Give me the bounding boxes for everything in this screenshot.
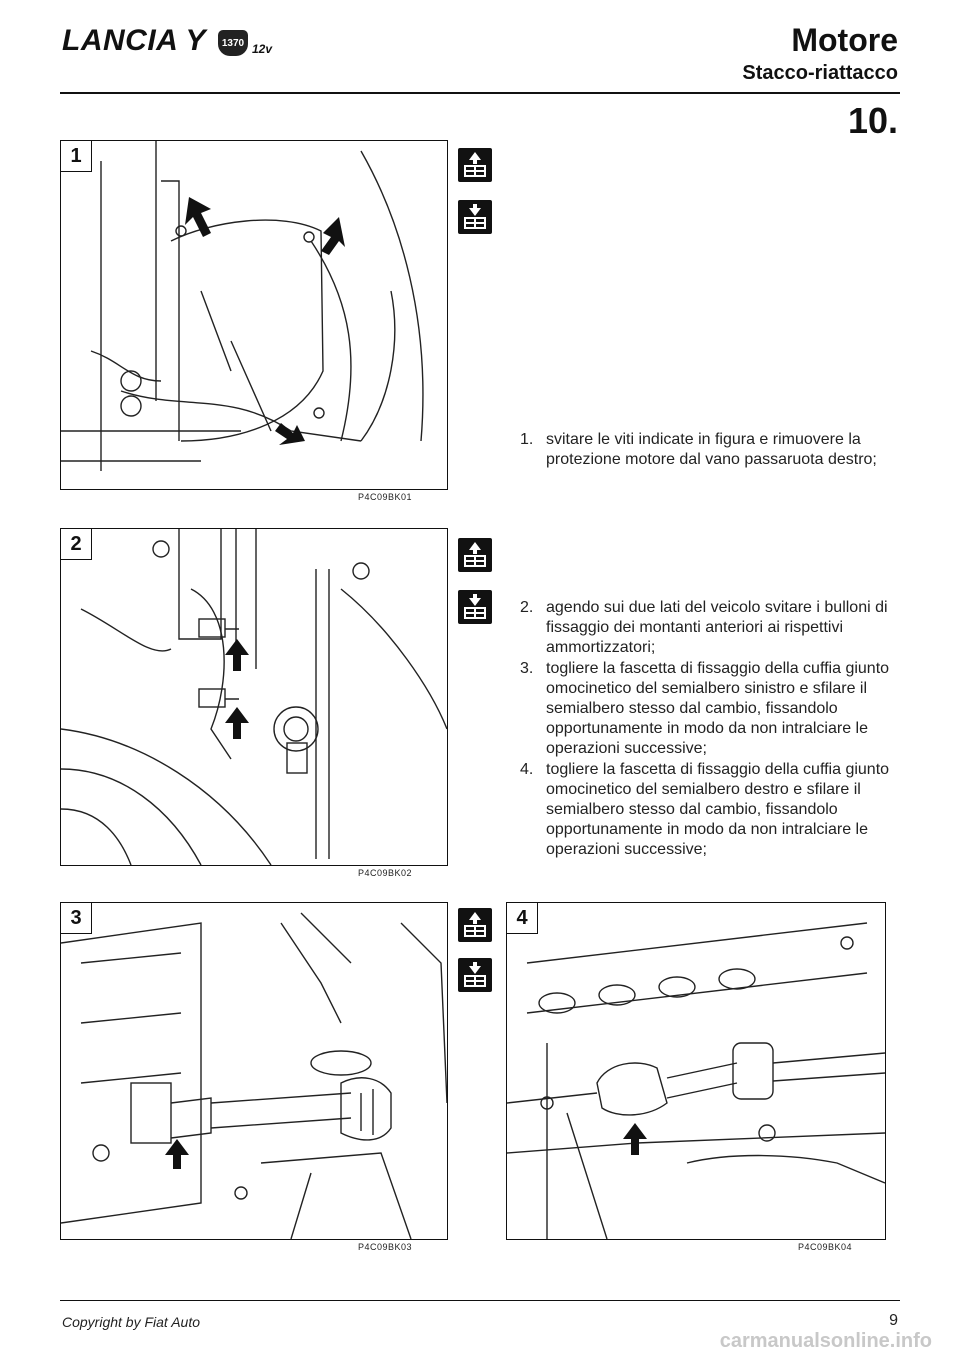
- lift-down-icon: [458, 590, 492, 624]
- right-halfshaft-drawing: [507, 903, 885, 1239]
- step-number: 4.: [520, 761, 534, 778]
- figure-4-illustration: [506, 902, 886, 1240]
- engine-variant: 12v: [252, 42, 273, 56]
- step-text: togliere la fascetta di fissaggio della cuffia giunto omocinetico del semialbero sinistro e sfilare il semialbero stesso dal cambio, fissandolo opportunamente in modo da non intralciare le operazioni successive;: [546, 660, 890, 757]
- header-divider: [60, 92, 900, 94]
- lift-down-icon: [458, 958, 492, 992]
- left-halfshaft-drawing: [61, 903, 447, 1239]
- page-section-number: 10.: [847, 100, 898, 141]
- figure-4-number: 4: [506, 902, 538, 934]
- step-item: [520, 598, 900, 658]
- step-item: [520, 430, 900, 470]
- lift-up-icon: [458, 538, 492, 572]
- steps-group-1: [520, 430, 900, 471]
- figure-2-illustration: [60, 528, 448, 866]
- step-item: [520, 659, 900, 759]
- step-text: agendo sui due lati del veicolo svitare i bulloni di fissaggio dei montanti anteriori ai rispettivi ammortizzatori;: [546, 599, 888, 656]
- footer-divider: [60, 1300, 900, 1301]
- step-item: [520, 760, 900, 860]
- engine-splash-guard-drawing: [61, 141, 447, 489]
- figure-3-illustration: [60, 902, 448, 1240]
- strut-bolts-drawing: [61, 529, 447, 865]
- lift-up-icon: [458, 908, 492, 942]
- section-title: Motore: [791, 22, 898, 58]
- section-subtitle: Stacco-riattacco: [742, 62, 898, 84]
- brand-logo: LANCIA Y: [62, 24, 207, 57]
- engine-badge: 1370: [218, 30, 248, 56]
- step-text: togliere la fascetta di fissaggio della cuffia giunto omocinetico del semialbero destro e sfilare il semialbero stesso dal cambio, fissandolo opportunamente in modo da non intralciare le operazioni successive;: [546, 761, 890, 858]
- lift-up-icon: [458, 148, 492, 182]
- copyright-text: Copyright by Fiat Auto: [62, 1314, 200, 1330]
- figure-4-code: P4C09BK04: [798, 1242, 853, 1252]
- figure-2-code: P4C09BK02: [358, 868, 413, 878]
- step-number: 2.: [520, 599, 534, 616]
- watermark: carmanualsonline.info: [719, 1330, 932, 1352]
- figure-1-code: P4C09BK01: [358, 492, 413, 502]
- step-number: 1.: [520, 431, 534, 448]
- figure-3-number: 3: [60, 902, 92, 934]
- page-number: 9: [889, 1312, 898, 1329]
- step-text: svitare le viti indicate in figura e rimuovere la protezione motore dal vano passaruota destro;: [546, 431, 877, 468]
- steps-group-2: [520, 598, 900, 861]
- figure-1-illustration: [60, 140, 448, 490]
- step-number: 3.: [520, 660, 534, 677]
- lift-down-icon: [458, 200, 492, 234]
- figure-3-code: P4C09BK03: [358, 1242, 413, 1252]
- figure-1-number: 1: [60, 140, 92, 172]
- figure-2-number: 2: [60, 528, 92, 560]
